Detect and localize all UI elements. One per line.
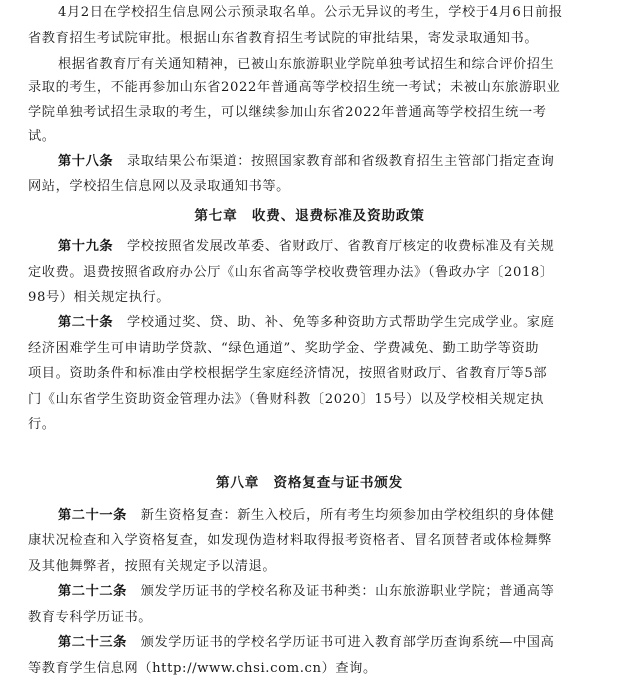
text-line: 试。 (28, 129, 56, 144)
text-line: 4月2日在学校招生信息网公示预录取名单。公示无异议的考生，学校于4月6日前报 (58, 5, 563, 20)
text-line: 经济困难学生可申请助学贷款、“绿色通道”、奖助学金、学费减免、勤工助学等资助 (28, 341, 540, 356)
text-line: 98号）相关规定执行。 (28, 290, 171, 305)
text-line: 等教育学生信息网（http://www.chsi.com.cn）查询。 (28, 661, 377, 676)
text-line: 网站，学校招生信息网以及录取通知书等。 (28, 179, 290, 194)
article-23-line: 第二十三条 颁发学历证书的学校名学历证书可进入教育部学历查询系统—中国高 (58, 635, 555, 650)
article-21-line: 第二十一条 新生资格复查：新生入校后，所有考生均须参加由学校组织的身体健 (58, 508, 555, 523)
article-number: 第二十三条 (58, 635, 127, 650)
article-number: 第十八条 (58, 154, 114, 169)
article-number: 第二十一条 (58, 508, 127, 523)
text-line: 及其他舞弊者，按照有关规定予以清退。 (28, 559, 277, 574)
chapter-7-heading: 第七章 收费、退费标准及资助政策 (194, 208, 425, 224)
text-line: 省教育招生考试院审批。根据山东省教育招生考试院的审批结果，寄发录取通知书。 (28, 31, 539, 46)
text-line: 门《山东省学生资助资金管理办法》（鲁财科教〔2020〕15号）以及学校相关规定执 (28, 392, 545, 407)
article-number: 第二十条 (58, 315, 114, 330)
text-line: 教育专科学历证书。 (28, 610, 153, 625)
text-line: 录取的考生，不能再参加山东省2022年普通高等学校招生统一考试；未被山东旅游职业 (28, 80, 561, 95)
text-line: 根据省教育厅有关通知精神，已被山东旅游职业学院单独考试招生和综合评价招生 (58, 57, 555, 72)
text-line: 康状况检查和入学资格复查，如发现伪造材料取得报考资格者、冒名顶替者或体检舞弊 (28, 533, 552, 548)
article-22-line: 第二十二条 颁发学历证书的学校名称及证书种类：山东旅游职业学院；普通高等 (58, 584, 555, 599)
text-line: 定收费。退费按照省政府办公厅《山东省高等学校收费管理办法》（鲁政办字〔2018〕 (28, 265, 554, 280)
article-number: 第二十二条 (58, 584, 127, 599)
article-18-line: 第十八条 录取结果公布渠道：按照国家教育部和省级教育招生主管部门指定查询 (58, 154, 555, 169)
text-line: 学院单独考试招生录取的考生，可以继续参加山东省2022年普通高等学校招生统一考 (28, 105, 547, 120)
article-number: 第十九条 (58, 239, 114, 254)
article-19-line: 第十九条 学校按照省发展改革委、省财政厅、省教育厅核定的收费标准及有关规 (58, 239, 555, 254)
chapter-8-heading: 第八章 资格复查与证书颁发 (215, 475, 404, 491)
text-line: 行。 (28, 417, 56, 432)
article-20-line: 第二十条 学校通过奖、贷、助、补、免等多种资助方式帮助学生完成学业。家庭 (58, 315, 555, 330)
text-line: 项目。资助条件和标准由学校根据学生家庭经济情况，按照省财政厅、省教育厅等5部 (28, 366, 548, 381)
